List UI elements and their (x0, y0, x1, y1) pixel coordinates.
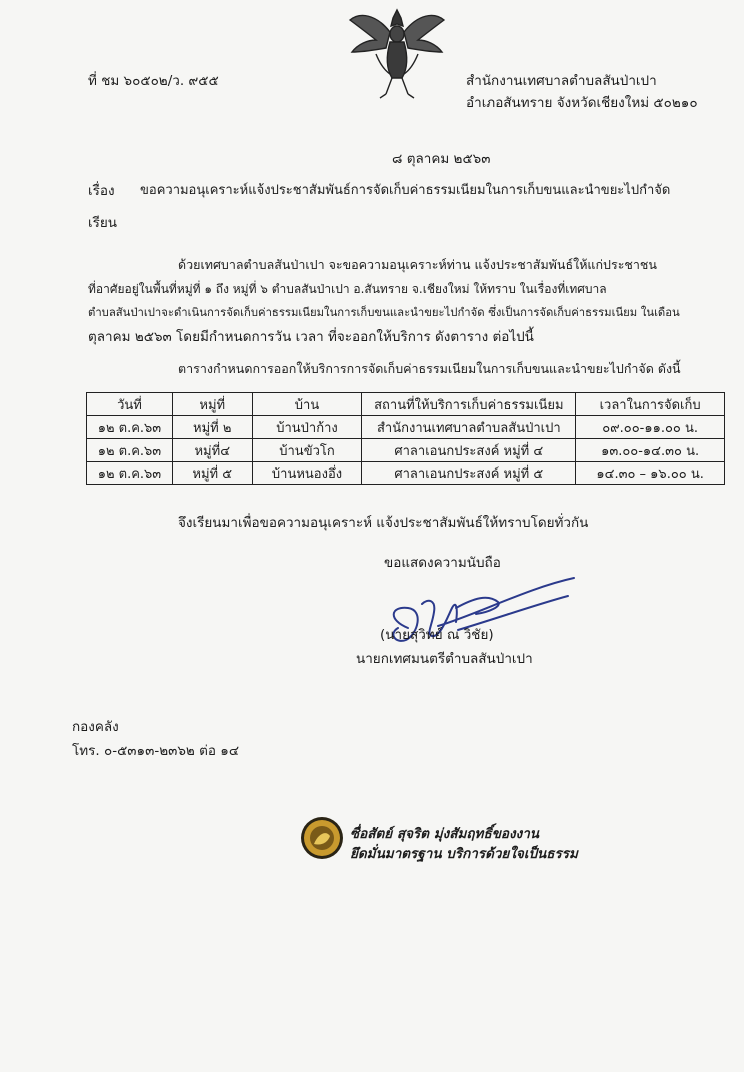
cell-village-no: หมู่ที่ ๕ (172, 462, 252, 485)
closing-request: จึงเรียนมาเพื่อขอความอนุเคราะห์ แจ้งประชาสัมพันธ์ให้ทราบโดยทั่วกัน (178, 515, 589, 531)
table-caption: ตารางกำหนดการออกให้บริการการจัดเก็บค่าธรรมเนียมในการเก็บขนและนำขยะไปกำจัด ดังนี้ (178, 361, 681, 376)
body-line-4: ตุลาคม ๒๕๖๓ โดยมีกำหนดการวัน เวลา ที่จะออกให้บริการ ดังตาราง ต่อไปนี้ (88, 329, 534, 345)
subject-text: ขอความอนุเคราะห์แจ้งประชาสัมพันธ์การจัดเก็บค่าธรรมเนียมในการเก็บขนและนำขยะไปกำจัด (140, 183, 671, 198)
table-row (87, 462, 725, 485)
cell-date: ๑๒ ต.ค.๖๓ (87, 416, 173, 439)
header-location: สถานที่ให้บริการเก็บค่าธรรมเนียม (362, 393, 576, 416)
cell-location: สำนักงานเทศบาลตำบลสันป่าเปา (362, 416, 576, 439)
header-village: บ้าน (252, 393, 362, 416)
salutation: เรียน (88, 215, 118, 231)
slogan-line-2: ยึดมั่นมาตรฐาน บริการด้วยใจเป็นธรรม (350, 846, 578, 862)
municipality-seal-icon (300, 816, 344, 860)
cell-village-no: หมู่ที่๔ (172, 439, 252, 462)
cell-time: ๐๙.๐๐-๑๑.๐๐ น. (576, 416, 725, 439)
header-village-no: หมู่ที่ (172, 393, 252, 416)
cell-time: ๑๔.๓๐ – ๑๖.๐๐ น. (576, 462, 725, 485)
department: กองคลัง (72, 719, 119, 735)
slogan-line-1: ซื่อสัตย์ สุจริต มุ่งสัมฤทธิ์ของงาน (350, 826, 540, 842)
body-line-3: ตำบลสันป่าเปาจะดำเนินการจัดเก็บค่าธรรมเนียมในการเก็บขนและนำขยะไปกำจัด ซึ่งเป็นการจัดเก็บค่าธรรมเนียม ในเดือน (88, 306, 680, 319)
body-line-1: ด้วยเทศบาลตำบลสันป่าเปา จะขอความอนุเคราะห์ท่าน แจ้งประชาสัมพันธ์ให้แก่ประชาชน (178, 257, 657, 272)
signer-title: นายกเทศมนตรีตำบลสันป่าเปา (356, 651, 533, 667)
signer-name: (นายสุวิทย์ ณ วิชัย) (380, 627, 494, 643)
table-header-row (87, 393, 725, 416)
cell-time: ๑๓.๐๐-๑๔.๓๐ น. (576, 439, 725, 462)
cell-date: ๑๒ ต.ค.๖๓ (87, 462, 173, 485)
cell-date: ๑๒ ต.ค.๖๓ (87, 439, 173, 462)
table-row (87, 439, 725, 462)
table-row (87, 416, 725, 439)
garuda-emblem-icon (346, 4, 448, 100)
sender-address: อำเภอสันทราย จังหวัดเชียงใหม่ ๕๐๒๑๐ (466, 95, 698, 111)
cell-village: บ้านหนองอึ่ง (252, 462, 362, 485)
closing-phrase: ขอแสดงความนับถือ (384, 555, 501, 571)
cell-location: ศาลาเอนกประสงค์ หมู่ที่ ๔ (362, 439, 576, 462)
cell-location: ศาลาเอนกประสงค์ หมู่ที่ ๕ (362, 462, 576, 485)
phone-number: โทร. ๐-๕๓๑๓-๒๓๖๒ ต่อ ๑๔ (72, 743, 240, 759)
header-time: เวลาในการจัดเก็บ (576, 393, 725, 416)
cell-village-no: หมู่ที่ ๒ (172, 416, 252, 439)
subject-label: เรื่อง (88, 183, 115, 199)
header-date: วันที่ (87, 393, 173, 416)
body-line-2: ที่อาศัยอยู่ในพื้นที่หมู่ที่ ๑ ถึง หมู่ที่ ๖ ตำบลสันป่าเปา อ.สันทราย จ.เชียงใหม่ ให้ทราบ ในเรื่องที่เทศบาล (88, 282, 607, 296)
cell-village: บ้านป่าก้าง (252, 416, 362, 439)
reference-number: ที่ ชม ๖๐๕๐๒/ว. ๙๕๕ (88, 73, 219, 89)
letter-date: ๘ ตุลาคม ๒๕๖๓ (392, 151, 491, 167)
sender-office: สำนักงานเทศบาลตำบลสันป่าเปา (466, 73, 657, 89)
cell-village: บ้านขัวโก (252, 439, 362, 462)
collection-schedule-table (86, 392, 725, 485)
